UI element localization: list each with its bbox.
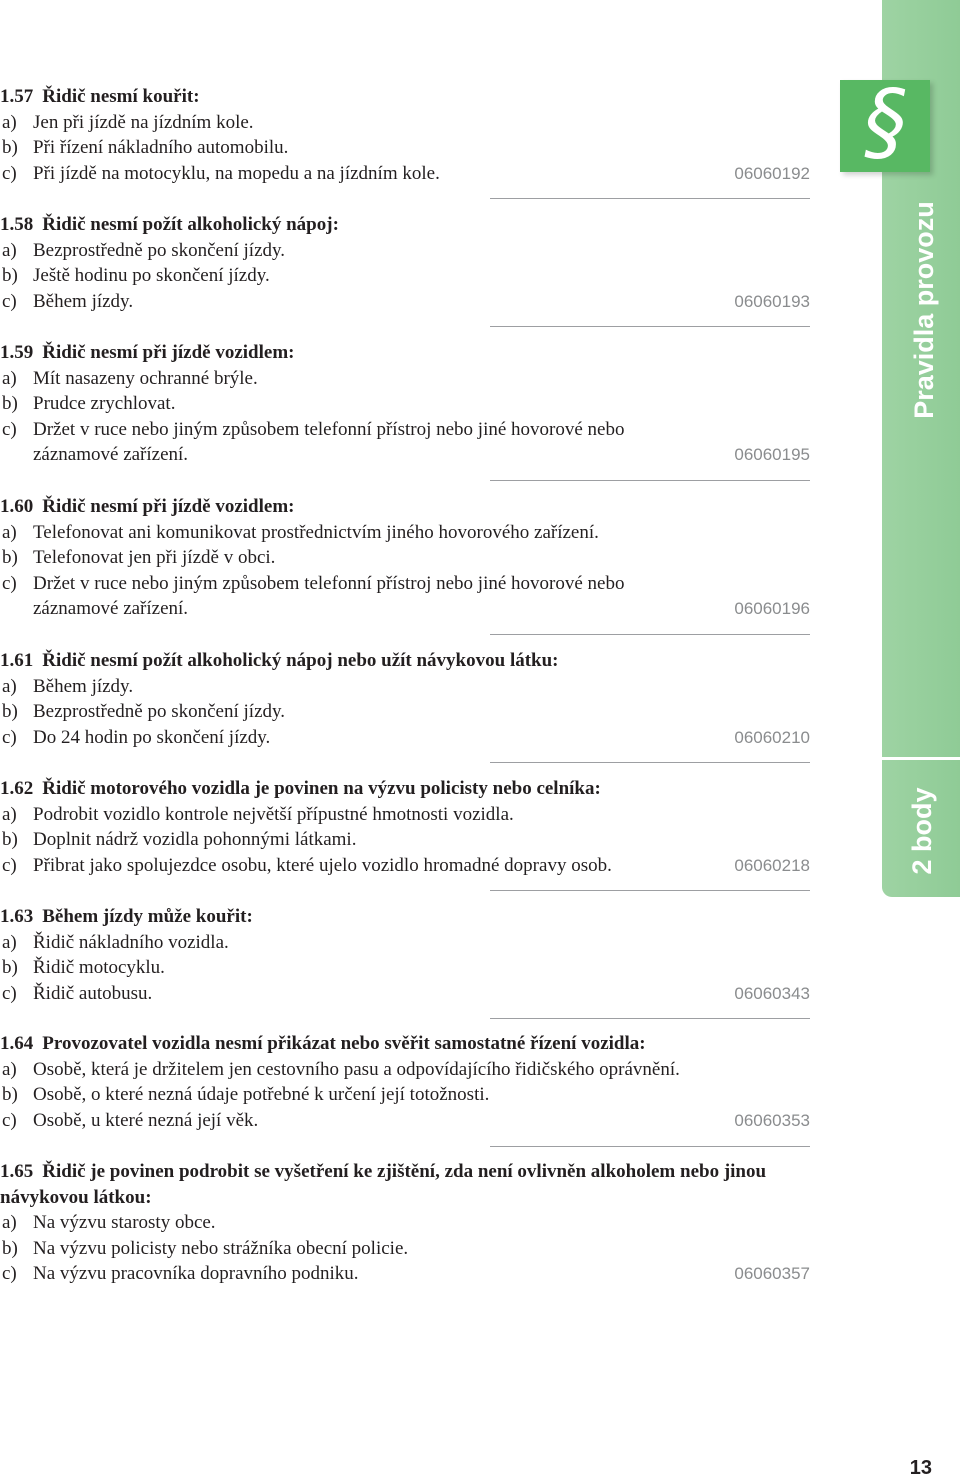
- answer-text: Řidič motocyklu.: [33, 957, 165, 978]
- question-number: 1.63: [0, 906, 34, 927]
- chapter-label: Pravidla provozu: [909, 201, 939, 419]
- question: [0, 84, 812, 186]
- answer-option[interactable]: [0, 571, 812, 622]
- question-text: Řidič je povinen podrobit se vyšetření ke zjištění, zda není ovlivněn alkoholem nebo jinou návykovou látkou:: [0, 1161, 767, 1208]
- section-symbol-icon: §: [863, 72, 907, 172]
- question-code: 06060210: [734, 727, 810, 747]
- answer-letter: c): [2, 572, 17, 594]
- question-text: Provozovatel vozidla nesmí přikázat nebo svěřit samostatné řízení vozidla:: [42, 1033, 646, 1054]
- question: [0, 776, 812, 878]
- answer-option[interactable]: [0, 1261, 812, 1287]
- answer-text: Bezprostředně po skončení jízdy.: [33, 239, 286, 261]
- question-number: 1.58: [0, 214, 34, 235]
- answer-letter: c): [2, 418, 17, 440]
- answer-option[interactable]: [0, 930, 812, 956]
- answer-letter: a): [2, 239, 17, 261]
- answer-letter: c): [2, 854, 17, 876]
- question-number: 1.64: [0, 1033, 34, 1054]
- answer-option[interactable]: [0, 391, 812, 417]
- answer-option[interactable]: [0, 1210, 812, 1236]
- question: [0, 340, 812, 468]
- question-text: Řidič nesmí kouřit:: [42, 86, 200, 107]
- answer-text: Bezprostředně po skončení jízdy.: [33, 701, 286, 722]
- answer-text: Mít nasazeny ochranné brýle.: [33, 367, 258, 389]
- answer-option[interactable]: [0, 674, 812, 700]
- question-code: 06060218: [734, 855, 810, 875]
- answer-letter: b): [2, 829, 18, 850]
- answer-letter: b): [2, 265, 18, 286]
- answer-letter: c): [2, 162, 17, 184]
- question-text: Řidič nesmí při jízdě vozidlem:: [42, 342, 295, 363]
- question: [0, 904, 812, 1006]
- answer-text: Během jízdy.: [33, 675, 134, 697]
- answer-text: Do 24 hodin po skončení jízdy.: [33, 726, 271, 748]
- answer-letter: b): [2, 137, 18, 158]
- question-title: [0, 1031, 812, 1057]
- answer-letter: c): [2, 1263, 17, 1284]
- question-text: Řidič nesmí požít alkoholický nápoj nebo užít návykovou látku:: [42, 650, 559, 671]
- answer-option[interactable]: [0, 417, 812, 468]
- question-title: [0, 84, 812, 110]
- answer-letter: a): [2, 1058, 17, 1080]
- question-code: 06060195: [734, 445, 810, 464]
- answer-option[interactable]: [0, 955, 812, 981]
- question-code: 06060196: [734, 599, 810, 618]
- answer-letter: a): [2, 675, 17, 697]
- answer-letter: a): [2, 931, 17, 953]
- answer-option[interactable]: [0, 1236, 812, 1262]
- question-text: Řidič nesmí při jízdě vozidlem:: [42, 496, 295, 517]
- question-title: [0, 340, 812, 366]
- answer-letter: a): [2, 111, 17, 133]
- answer-text: Doplnit nádrž vozidla pohonnými látkami.: [33, 829, 357, 850]
- divider: [490, 634, 810, 635]
- answer-text: Osobě, o které nezná údaje potřebné k určení její totožnosti.: [33, 1084, 490, 1105]
- answer-option[interactable]: [0, 725, 812, 751]
- answer-text: Prudce zrychlovat.: [33, 393, 176, 414]
- question: [0, 1031, 812, 1133]
- answer-text: Na výzvu pracovníka dopravního podniku.: [33, 1263, 359, 1284]
- answer-text: Při řízení nákladního automobilu.: [33, 137, 289, 158]
- question-title: [0, 648, 812, 674]
- question-title: [0, 904, 812, 930]
- answer-option[interactable]: [0, 827, 812, 853]
- answer-option[interactable]: [0, 1108, 812, 1134]
- question-title: [0, 776, 812, 802]
- question: [0, 212, 812, 314]
- answer-letter: c): [2, 982, 17, 1004]
- question-code: 06060192: [734, 163, 810, 183]
- answer-text: Přibrat jako spolujezdce osobu, které ujelo vozidlo hromadné dopravy osob.: [33, 854, 612, 876]
- question-number: 1.57: [0, 86, 34, 107]
- answer-option[interactable]: [0, 161, 812, 187]
- answer-text: Držet v ruce nebo jiným způsobem telefonní přístroj nebo jiné hovorové nebo záznamové zařízení.: [33, 418, 625, 465]
- question-code: 06060357: [734, 1264, 810, 1283]
- answer-option[interactable]: [0, 110, 812, 136]
- answer-option[interactable]: [0, 802, 812, 828]
- answer-option[interactable]: [0, 520, 812, 546]
- answer-option[interactable]: [0, 853, 812, 879]
- answer-letter: a): [2, 367, 17, 389]
- answer-text: Telefonovat jen při jízdě v obci.: [33, 547, 276, 568]
- question-code: 06060193: [734, 291, 810, 311]
- answer-option[interactable]: [0, 1057, 812, 1083]
- question: [0, 648, 812, 750]
- answer-letter: a): [2, 521, 17, 543]
- answer-text: Jen při jízdě na jízdním kole.: [33, 111, 254, 133]
- answer-text: Řidič autobusu.: [33, 982, 153, 1004]
- question-title: [0, 494, 812, 520]
- answer-text: Osobě, která je držitelem jen cestovního pasu a odpovídajícího řidičského oprávnění.: [33, 1058, 680, 1080]
- answer-text: Ještě hodinu po skončení jízdy.: [33, 265, 270, 286]
- divider: [490, 326, 810, 327]
- answer-option[interactable]: [0, 289, 812, 315]
- answer-option[interactable]: [0, 545, 812, 571]
- answer-letter: b): [2, 1084, 18, 1105]
- question-number: 1.59: [0, 342, 34, 363]
- question-title: [0, 1159, 812, 1210]
- answer-text: Řidič nákladního vozidla.: [33, 931, 229, 953]
- question-number: 1.61: [0, 650, 34, 671]
- answer-option[interactable]: [0, 238, 812, 264]
- answer-letter: b): [2, 957, 18, 978]
- answer-option[interactable]: [0, 366, 812, 392]
- question-code: 06060353: [734, 1110, 810, 1130]
- question-number: 1.60: [0, 496, 34, 517]
- answer-option[interactable]: [0, 1082, 812, 1108]
- answer-letter: b): [2, 393, 18, 414]
- answer-option[interactable]: [0, 699, 812, 725]
- points-label: 2 body: [907, 787, 937, 875]
- answer-option[interactable]: [0, 981, 812, 1007]
- answer-text: Na výzvu starosty obce.: [33, 1212, 216, 1233]
- divider: [490, 1018, 810, 1019]
- divider: [490, 890, 810, 891]
- answer-letter: c): [2, 726, 17, 748]
- question-text: Řidič motorového vozidla je povinen na výzvu policisty nebo celníka:: [42, 778, 601, 799]
- question-text: Během jízdy může kouřit:: [42, 906, 253, 927]
- question-code: 06060343: [734, 983, 810, 1003]
- page-number: 13: [909, 1457, 932, 1479]
- question-number: 1.62: [0, 778, 34, 799]
- answer-letter: c): [2, 290, 17, 312]
- answer-letter: c): [2, 1109, 17, 1131]
- question: [0, 1159, 812, 1287]
- answer-option[interactable]: [0, 263, 812, 289]
- answer-letter: a): [2, 803, 17, 825]
- divider: [490, 198, 810, 199]
- answer-letter: a): [2, 1212, 17, 1233]
- answer-text: Při jízdě na motocyklu, na mopedu a na jízdním kole.: [33, 162, 440, 184]
- question-number: 1.65: [0, 1161, 34, 1182]
- divider: [490, 762, 810, 763]
- answer-text: Během jízdy.: [33, 290, 134, 312]
- answer-text: Na výzvu policisty nebo strážníka obecní policie.: [33, 1237, 409, 1259]
- answer-text: Držet v ruce nebo jiným způsobem telefonní přístroj nebo jiné hovorové nebo záznamové zařízení.: [33, 572, 625, 619]
- divider: [490, 1146, 810, 1147]
- answer-letter: b): [2, 1237, 18, 1259]
- question: [0, 494, 812, 622]
- answer-text: Podrobit vozidlo kontrole největší přípustné hmotnosti vozidla.: [33, 803, 514, 825]
- answer-letter: b): [2, 547, 18, 568]
- answer-text: Osobě, u které nezná její věk.: [33, 1109, 259, 1131]
- answer-letter: b): [2, 701, 18, 722]
- divider: [490, 480, 810, 481]
- answer-text: Telefonovat ani komunikovat prostřednictvím jiného hovorového zařízení.: [33, 521, 599, 543]
- question-text: Řidič nesmí požít alkoholický nápoj:: [42, 214, 339, 235]
- question-title: [0, 212, 812, 238]
- answer-option[interactable]: [0, 135, 812, 161]
